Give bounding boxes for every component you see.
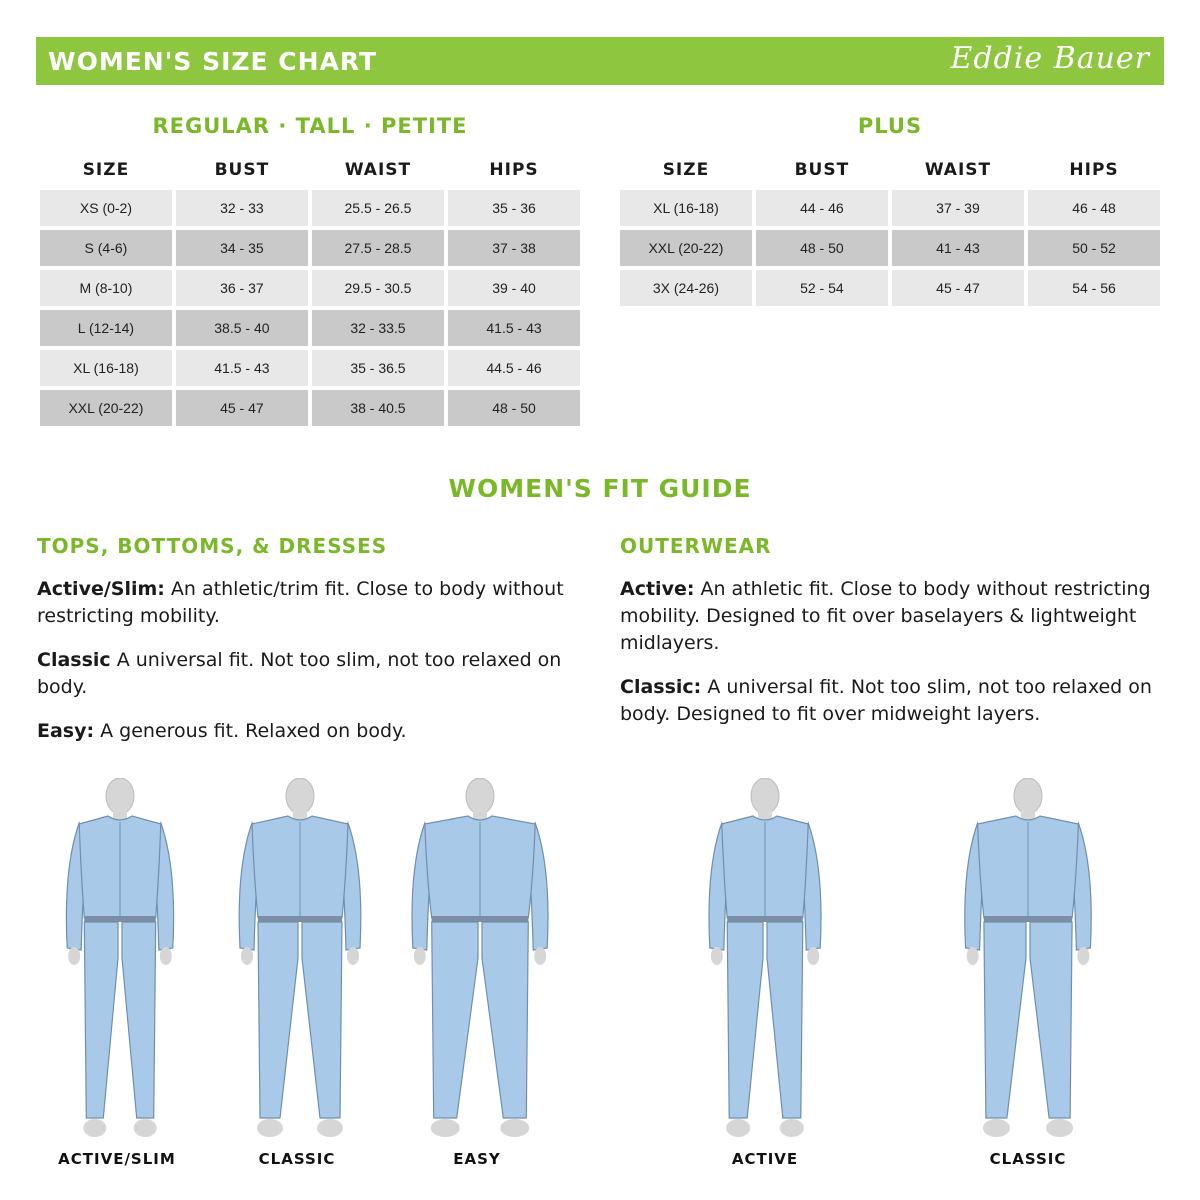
cell-hips: 35 - 36 (448, 190, 580, 226)
cell-hips: 50 - 52 (1028, 230, 1160, 266)
figure-label-outerwear-active: ACTIVE (731, 1150, 799, 1168)
left-leg-shape (258, 922, 298, 1118)
waistband-shape (984, 916, 1072, 922)
cell-size: M (8-10) (40, 270, 172, 306)
fit-text: An athletic/trim fit. Close to body without restricting mobility. (37, 578, 564, 627)
fit-text: A universal fit. Not too slim, not too relaxed on body. (37, 649, 562, 698)
fit-term: Active: (620, 578, 695, 600)
table-row (40, 310, 580, 346)
right-hand-shape (807, 947, 819, 965)
cell-hips: 48 - 50 (448, 390, 580, 426)
cell-hips: 44.5 - 46 (448, 350, 580, 386)
cell-waist: 37 - 39 (892, 190, 1024, 226)
table-row (620, 230, 1160, 266)
header-size: SIZE (82, 160, 130, 180)
left-hand-shape (68, 947, 80, 965)
table-row (40, 270, 580, 306)
plus-heading: PLUS (857, 114, 923, 138)
mannequin-icon (30, 778, 210, 1148)
right-leg-shape (767, 922, 803, 1118)
table-row (620, 270, 1160, 306)
cell-size: XXL (20-22) (40, 390, 172, 426)
figure-classic (210, 778, 390, 1148)
cell-size: XXL (20-22) (620, 230, 752, 266)
outerwear-heading: OUTERWEAR (620, 534, 772, 558)
table-row (40, 350, 580, 386)
cell-size: S (4-6) (40, 230, 172, 266)
left-hand-shape (967, 947, 979, 965)
left-hand-shape (414, 947, 426, 965)
right-hand-shape (534, 947, 546, 965)
cell-bust: 52 - 54 (756, 270, 888, 306)
header-waist: WAIST (924, 160, 992, 180)
fit-term: Easy: (37, 720, 95, 742)
cell-waist: 27.5 - 28.5 (312, 230, 444, 266)
fit-text: A universal fit. Not too slim, not too relaxed on body. Designed to fit over midweight layers. (620, 676, 1152, 725)
waistband-shape (258, 916, 342, 922)
size-chart-banner (36, 37, 1164, 85)
cell-hips: 39 - 40 (448, 270, 580, 306)
figure-easy (390, 778, 570, 1148)
cell-hips: 54 - 56 (1028, 270, 1160, 306)
right-foot-shape (134, 1119, 157, 1137)
tops-fit-section (37, 534, 597, 762)
mannequin-icon (675, 778, 855, 1148)
right-foot-shape (500, 1119, 529, 1137)
cell-bust: 48 - 50 (756, 230, 888, 266)
left-foot-shape (726, 1119, 750, 1137)
figure-label-outerwear-classic: CLASSIC (989, 1150, 1067, 1168)
fit-term: Classic: (620, 676, 702, 698)
header-hips: HIPS (489, 160, 539, 180)
right-leg-shape (122, 922, 156, 1118)
cell-waist: 25.5 - 26.5 (312, 190, 444, 226)
right-foot-shape (317, 1119, 343, 1137)
cell-waist: 29.5 - 30.5 (312, 270, 444, 306)
fit-description (37, 718, 597, 745)
mannequin-icon (938, 778, 1118, 1148)
fit-text: A generous fit. Relaxed on body. (94, 720, 407, 742)
cell-hips: 41.5 - 43 (448, 310, 580, 346)
cell-bust: 38.5 - 40 (176, 310, 308, 346)
cell-hips: 37 - 38 (448, 230, 580, 266)
outerwear-fit-section (620, 534, 1165, 745)
fit-guide-title: WOMEN'S FIT GUIDE (448, 474, 752, 503)
fit-description (620, 576, 1165, 657)
left-hand-shape (711, 947, 723, 965)
waistband-shape (432, 916, 529, 922)
table-row (40, 230, 580, 266)
cell-size: XL (16-18) (40, 350, 172, 386)
waistband-shape (727, 916, 803, 922)
figure-label-active-slim: ACTIVE/SLIM (58, 1150, 176, 1168)
cell-size: XS (0-2) (40, 190, 172, 226)
mannequin-icon (210, 778, 390, 1148)
left-foot-shape (83, 1119, 106, 1137)
fit-text: An athletic fit. Close to body without restricting mobility. Designed to fit over baselayers & lightweight midlayers. (620, 578, 1151, 654)
figure-outerwear-classic (938, 778, 1118, 1148)
fit-term: Classic (37, 649, 111, 671)
regular-heading: REGULAR · TALL · PETITE (152, 114, 468, 138)
brand-logo: Eddie Bauer (950, 41, 1150, 76)
left-foot-shape (257, 1119, 283, 1137)
cell-size: 3X (24-26) (620, 270, 752, 306)
mannequin-icon (390, 778, 570, 1148)
header-waist: WAIST (344, 160, 412, 180)
cell-bust: 32 - 33 (176, 190, 308, 226)
plus-size-table (616, 150, 1164, 310)
table-header-row (620, 154, 1160, 186)
fit-term: Active/Slim: (37, 578, 165, 600)
right-leg-shape (1030, 922, 1072, 1118)
left-foot-shape (431, 1119, 460, 1137)
table-row (620, 190, 1160, 226)
table-row (40, 190, 580, 226)
header-hips: HIPS (1069, 160, 1119, 180)
cell-bust: 44 - 46 (756, 190, 888, 226)
cell-waist: 38 - 40.5 (312, 390, 444, 426)
cell-size: XL (16-18) (620, 190, 752, 226)
left-leg-shape (727, 922, 763, 1118)
fit-description (37, 647, 597, 701)
cell-waist: 35 - 36.5 (312, 350, 444, 386)
right-leg-shape (482, 922, 528, 1118)
right-foot-shape (780, 1119, 804, 1137)
cell-hips: 46 - 48 (1028, 190, 1160, 226)
cell-size: L (12-14) (40, 310, 172, 346)
header-size: SIZE (662, 160, 710, 180)
right-hand-shape (160, 947, 172, 965)
fit-description (37, 576, 597, 630)
header-bust: BUST (214, 160, 270, 180)
left-leg-shape (432, 922, 478, 1118)
left-hand-shape (241, 947, 253, 965)
left-foot-shape (983, 1119, 1010, 1137)
header-bust: BUST (794, 160, 850, 180)
waistband-shape (84, 916, 155, 922)
tops-heading: TOPS, BOTTOMS, & DRESSES (37, 534, 388, 558)
left-leg-shape (84, 922, 118, 1118)
cell-waist: 32 - 33.5 (312, 310, 444, 346)
cell-waist: 45 - 47 (892, 270, 1024, 306)
right-hand-shape (347, 947, 359, 965)
cell-bust: 36 - 37 (176, 270, 308, 306)
cell-bust: 34 - 35 (176, 230, 308, 266)
cell-bust: 45 - 47 (176, 390, 308, 426)
table-header-row (40, 154, 580, 186)
fit-description (620, 674, 1165, 728)
right-foot-shape (1046, 1119, 1073, 1137)
figure-label-easy: EASY (453, 1150, 501, 1168)
cell-bust: 41.5 - 43 (176, 350, 308, 386)
left-leg-shape (984, 922, 1026, 1118)
right-hand-shape (1077, 947, 1089, 965)
figure-outerwear-active (675, 778, 855, 1148)
cell-waist: 41 - 43 (892, 230, 1024, 266)
table-row (40, 390, 580, 426)
figure-active-slim (30, 778, 210, 1148)
regular-size-table (36, 150, 584, 430)
right-leg-shape (302, 922, 342, 1118)
banner-title: WOMEN'S SIZE CHART (48, 47, 378, 76)
figure-label-classic: CLASSIC (258, 1150, 336, 1168)
